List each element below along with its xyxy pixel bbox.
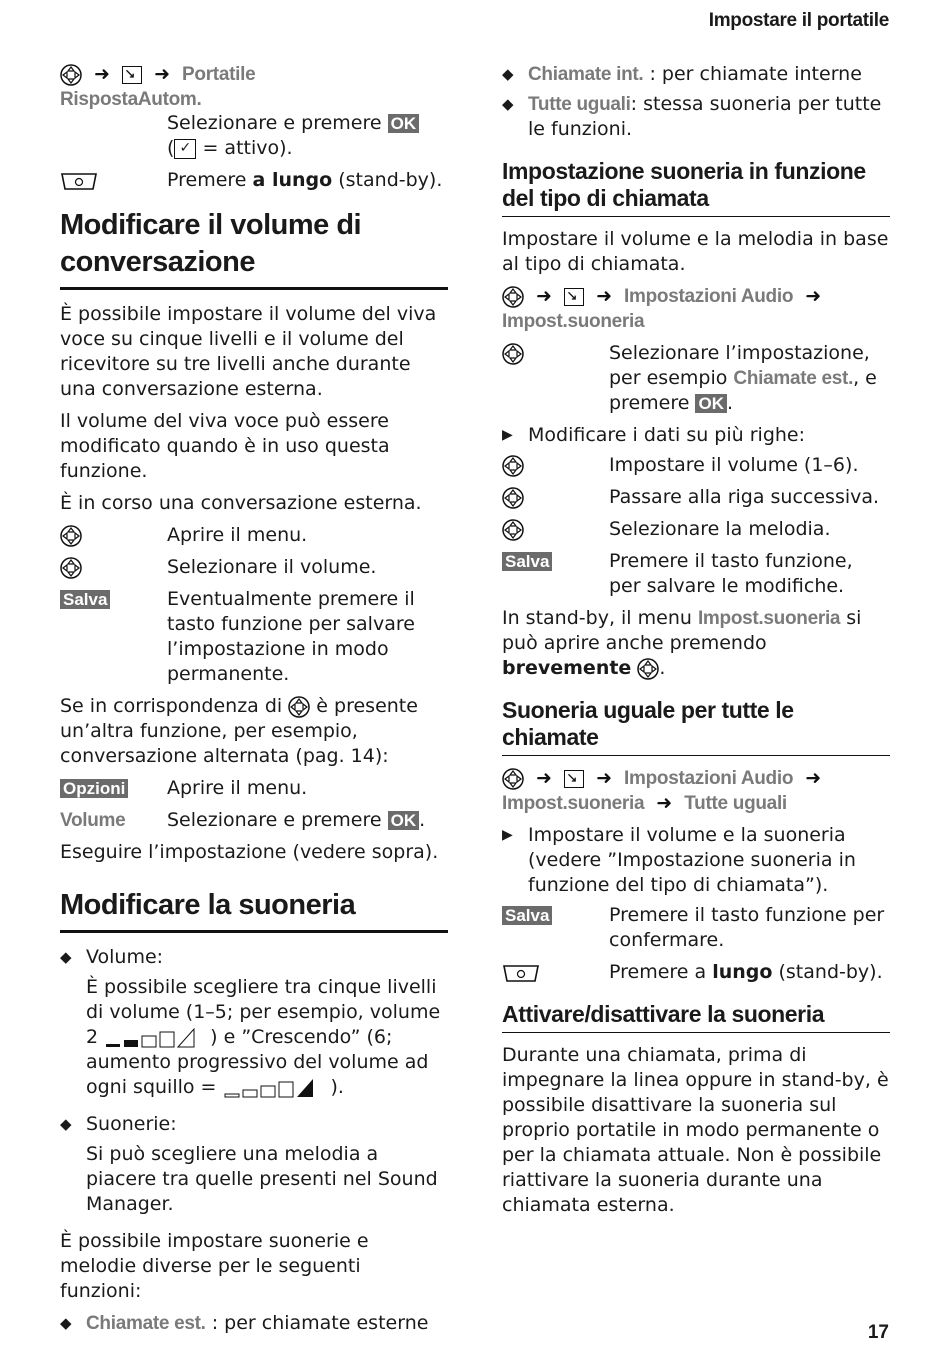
- opzioni-key: Opzioni: [60, 779, 128, 798]
- menu-portatile: Portatile: [182, 64, 256, 85]
- step-next-row: Passare alla riga successiva.: [502, 485, 890, 510]
- right-column: [502, 62, 890, 1225]
- step-salva-confirm: Salva Premere il tasto funzione per confermare.: [502, 903, 890, 953]
- volume-crescendo-icon: [223, 1078, 331, 1098]
- settings-menu-icon: [564, 288, 584, 306]
- paragraph: In stand-by, il menu Impost.suoneria si può aprire anche premendo brevemente .: [502, 607, 862, 679]
- step-open-menu: Aprire il menu.: [60, 523, 448, 548]
- paragraph: Durante una chiamata, prima di impegnare la linea oppure in stand-by, è possibile disattivare la suoneria sul proprio portatile in modo permanente o per la chiamata attuale. Non è possibile riattivare la suoneria durante una chiamata esterna.: [502, 1044, 889, 1216]
- heading-suoneria: Modificare la suoneria: [60, 887, 448, 933]
- paragraph: È in corso una conversazione esterna.: [60, 492, 422, 514]
- paragraph: Il volume del viva voce può essere modificato quando è in uso questa funzione.: [60, 410, 390, 482]
- bullet-tutte-uguali: ◆ Tutte uguali: stessa suoneria per tutte le funzioni.: [502, 93, 882, 140]
- step-multi: ▶ Modificare i dati su più righe:: [502, 424, 806, 446]
- step-volume: Volume Selezionare e premere OK .: [60, 809, 426, 831]
- triangle-bullet-icon: ▶: [502, 427, 513, 443]
- arrow-icon: ➜: [596, 767, 612, 789]
- nav-key-icon: [502, 455, 524, 477]
- ok-key: OK: [388, 811, 420, 830]
- menu-volume: Volume: [60, 810, 126, 831]
- diamond-bullet-icon: ◆: [502, 95, 514, 113]
- volume-level-2-icon: [104, 1028, 210, 1048]
- nav-key-icon: [60, 525, 82, 547]
- step-end-key: Premere a lungo (stand-by).: [60, 168, 448, 193]
- nav-key-icon: [60, 557, 82, 579]
- end-key-icon: [502, 963, 540, 983]
- diamond-bullet-icon: ◆: [60, 1115, 72, 1133]
- arrow-icon: ➜: [805, 767, 822, 789]
- nav-key-icon: [502, 487, 524, 509]
- page-number: 17: [867, 1322, 889, 1343]
- nav-key-icon: [502, 343, 524, 365]
- nav-path-portatile: [60, 62, 448, 112]
- bullet-chiamate-est: ◆ Chiamate est. : per chiamate esterne: [60, 1312, 429, 1334]
- salva-key: Salva: [60, 590, 110, 609]
- left-column: [60, 62, 448, 1341]
- heading-volume: Modificare il volume di conversazione: [60, 207, 448, 290]
- checkbox-icon: ✓: [174, 139, 196, 159]
- arrow-icon: ➜: [154, 63, 170, 85]
- paragraph: È possibile impostare suonerie e melodie diverse per le seguenti funzioni:: [60, 1230, 369, 1302]
- step-set-volume-ring: ▶ Impostare il volume e la suoneria (vedere ”Impostazione suoneria in funzione del tipo di chiamata”).: [502, 824, 856, 896]
- heading-uguale: Suoneria uguale per tutte le chiamate: [502, 697, 890, 756]
- nav-path-audio: ➜ ➜ Impostazioni Audio ➜ Impost.suoneria: [502, 285, 822, 332]
- nav-key-icon: [502, 286, 524, 308]
- paragraph: Eseguire l’impostazione (vedere sopra).: [60, 841, 439, 863]
- nav-key-icon: [60, 64, 82, 86]
- arrow-icon: ➜: [656, 792, 673, 814]
- bullet-volume: ◆ Volume: È possibile scegliere tra cinque livelli di volume (1–5; per esempio, volume 2 ) e ”Crescendo” (6; aumento progressivo del volume ad ogni squillo = ).: [60, 945, 448, 1107]
- diamond-bullet-icon: ◆: [60, 948, 72, 966]
- step-salva: Salva Eventualmente premere il tasto funzione per salvare l’impostazione in modo permanente.: [60, 587, 448, 687]
- running-header: Impostare il portatile: [708, 10, 889, 31]
- step-select-setting: Selezionare l’impostazione, per esempio Chiamate est., e premere OK .: [502, 341, 890, 416]
- arrow-icon: ➜: [536, 767, 552, 789]
- paragraph: Impostare il volume e la melodia in base al tipo di chiamata.: [502, 228, 889, 275]
- end-key-icon: [60, 171, 98, 191]
- paragraph: È possibile impostare il volume del viva voce su cinque livelli e il volume del ricevitore su tre livelli anche durante una conversazione esterna.: [60, 303, 437, 400]
- settings-menu-icon: [122, 66, 142, 84]
- nav-key-icon: [502, 768, 524, 790]
- bullet-suonerie: ◆ Suonerie: Si può scegliere una melodia a piacere tra quelle presenti nel Sound Manager.: [60, 1112, 448, 1224]
- paragraph: Se in corrispondenza di è presente un’altra funzione, per esempio, conversazione alternata (pag. 14):: [60, 695, 418, 767]
- ok-key: OK: [695, 394, 727, 413]
- arrow-icon: ➜: [536, 285, 552, 307]
- step-melody: Selezionare la melodia.: [502, 517, 890, 542]
- step-select-ok: Selezionare e premere OK ( ✓ = attivo).: [60, 111, 448, 161]
- nav-key-icon: [637, 658, 659, 680]
- salva-key: Salva: [502, 552, 552, 571]
- step-end-key: Premere a lungo (stand-by).: [502, 960, 890, 985]
- triangle-bullet-icon: ▶: [502, 827, 513, 843]
- nav-key-icon: [288, 696, 310, 718]
- heading-attiva: Attivare/disattivare la suoneria: [502, 1001, 890, 1033]
- step-select-volume: Selezionare il volume.: [60, 555, 448, 580]
- settings-menu-icon: [564, 770, 584, 788]
- diamond-bullet-icon: ◆: [60, 1314, 72, 1332]
- nav-path-tutte-uguali: ➜ ➜ Impostazioni Audio ➜ Impost.suoneria ➜ Tutte uguali: [502, 767, 822, 814]
- menu-risposta-autom: RispostaAutom.: [60, 89, 202, 110]
- step-set-volume: Impostare il volume (1–6).: [502, 453, 890, 478]
- salva-key: Salva: [502, 906, 552, 925]
- bullet-chiamate-int: ◆ Chiamate int. : per chiamate interne: [502, 63, 862, 85]
- step-opzioni: Opzioni Aprire il menu.: [60, 776, 448, 801]
- arrow-icon: ➜: [805, 285, 822, 307]
- ok-key: OK: [388, 114, 420, 133]
- arrow-icon: ➜: [94, 63, 110, 85]
- step-salva: Salva Premere il tasto funzione, per salvare le modifiche.: [502, 549, 890, 599]
- heading-tipo-chiamata: Impostazione suoneria in funzione del tipo di chiamata: [502, 158, 890, 217]
- nav-key-icon: [502, 519, 524, 541]
- arrow-icon: ➜: [596, 285, 612, 307]
- diamond-bullet-icon: ◆: [502, 65, 514, 83]
